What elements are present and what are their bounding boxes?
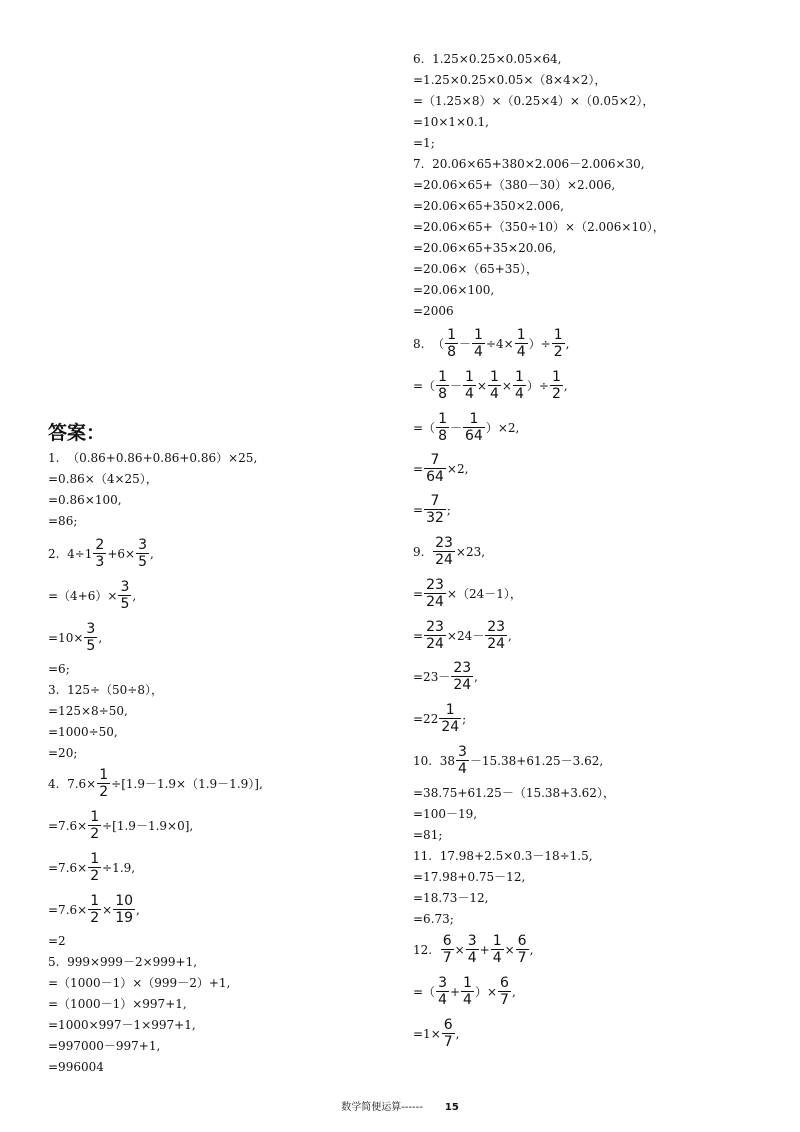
denominator: 4 — [492, 950, 502, 966]
numerator: 1 — [553, 327, 563, 343]
eq-2-line-3 — [48, 622, 102, 653]
denominator: 8 — [438, 386, 447, 402]
numerator: 6 — [500, 975, 509, 991]
eq-9-line-1 — [413, 536, 485, 567]
denominator: 64 — [465, 428, 483, 444]
eq-7-line-4: =20.06×65+（350÷10）×（2.006×10）， — [413, 220, 665, 234]
fraction — [552, 328, 565, 359]
eq-1-line-3: =0.86×100, — [48, 493, 122, 507]
denominator: 2 — [90, 868, 100, 884]
eq-9-line-2 — [413, 578, 522, 609]
text: 10. 38 — [413, 753, 455, 768]
eq-11-line-2: =17.98+0.75－12, — [413, 870, 526, 884]
denominator: 7 — [442, 950, 452, 966]
text: =7.6× — [48, 818, 88, 833]
fraction — [445, 328, 458, 359]
text: 2. 4÷1 — [48, 546, 93, 561]
text: × — [454, 942, 465, 957]
text: =（ — [413, 378, 436, 393]
denominator: 24 — [453, 677, 472, 693]
fraction — [550, 370, 563, 401]
fraction — [485, 620, 507, 651]
numerator: 1 — [514, 369, 524, 385]
denominator: 5 — [138, 554, 147, 570]
denominator: 24 — [426, 594, 444, 610]
eq-8-line-4 — [413, 453, 468, 484]
text: , — [529, 942, 534, 957]
fraction — [516, 934, 529, 965]
text: ×24－ — [446, 628, 485, 643]
eq-6-line-3: =（1.25×8）×（0.25×4）×（0.05×2）， — [413, 94, 655, 108]
text: × — [504, 942, 515, 957]
text: , — [455, 1026, 460, 1041]
denominator: 64 — [426, 469, 444, 485]
eq-6-line-5: =1; — [413, 136, 435, 150]
text: 9. — [413, 544, 433, 559]
eq-3-line-3: =1000÷50, — [48, 725, 118, 739]
denominator: 4 — [474, 344, 483, 360]
page-number: 15 — [444, 1102, 459, 1113]
denominator: 2 — [551, 386, 561, 402]
text: ; — [462, 711, 467, 726]
fraction — [488, 370, 501, 401]
numerator: 10 — [115, 893, 134, 909]
numerator: 1 — [465, 369, 474, 385]
numerator: 23 — [453, 660, 472, 676]
text: ×（24－1）， — [446, 586, 522, 601]
eq-7-line-5: =20.06×65+35×20.06, — [413, 241, 557, 255]
numerator: 1 — [469, 411, 479, 427]
eq-5-line-3: =（1000－1）×997+1, — [48, 997, 187, 1011]
footer-text: 数学简便运算------ — [341, 1102, 423, 1113]
text: , — [98, 630, 103, 645]
text: =22 — [413, 711, 439, 726]
text: + — [449, 984, 461, 999]
numerator: 1 — [551, 369, 561, 385]
fraction — [466, 934, 479, 965]
numerator: 3 — [120, 579, 130, 595]
fraction — [436, 370, 449, 401]
text: －15.38+61.25－3.62, — [469, 753, 604, 768]
numerator: 1 — [474, 327, 483, 343]
numerator: 1 — [90, 893, 100, 909]
text: = — [413, 586, 424, 601]
fraction — [515, 328, 528, 359]
eq-4-line-5: =2 — [48, 934, 66, 948]
text: ÷4× — [485, 336, 514, 351]
denominator: 8 — [438, 428, 447, 444]
fraction — [97, 768, 110, 799]
fraction — [442, 1018, 455, 1049]
answer-title: 答案： — [48, 422, 106, 444]
denominator: 4 — [438, 992, 447, 1008]
numerator: 23 — [435, 535, 453, 551]
numerator: 3 — [457, 744, 467, 760]
text: =（ — [413, 420, 436, 435]
text: 12. — [413, 942, 440, 957]
eq-1-line-4: =86; — [48, 514, 78, 528]
numerator: 1 — [438, 369, 447, 385]
fraction — [118, 580, 131, 611]
text: 8. （ — [413, 336, 445, 351]
fraction — [441, 934, 454, 965]
fraction — [439, 703, 461, 734]
text: , — [132, 588, 137, 603]
fraction — [461, 976, 474, 1007]
eq-12-line-2 — [413, 976, 516, 1007]
fraction — [424, 494, 446, 525]
numerator: 3 — [86, 621, 96, 637]
text: , — [565, 336, 570, 351]
fraction — [451, 661, 473, 692]
eq-7-line-6: =20.06×（65+35）， — [413, 262, 539, 276]
denominator: 4 — [457, 761, 467, 777]
denominator: 24 — [487, 636, 506, 652]
eq-2-line-4: =6; — [48, 662, 70, 676]
text: = — [413, 461, 424, 476]
eq-11-line-4: =6.73; — [413, 912, 454, 926]
fraction — [113, 894, 135, 925]
fraction — [93, 538, 106, 569]
text: , — [150, 546, 154, 561]
numerator: 23 — [487, 619, 506, 635]
numerator: 6 — [443, 1017, 453, 1033]
text: － — [449, 420, 462, 435]
fraction — [88, 894, 101, 925]
denominator: 5 — [86, 638, 96, 654]
fraction — [491, 934, 504, 965]
numerator: 7 — [430, 452, 440, 468]
fraction — [424, 578, 446, 609]
text: =（4+6）× — [48, 588, 118, 603]
eq-5-line-4: =1000×997－1×997+1, — [48, 1018, 196, 1032]
numerator: 1 — [489, 369, 499, 385]
fraction — [436, 412, 449, 443]
text: ）×2, — [485, 420, 520, 435]
eq-10-line-1 — [413, 745, 603, 776]
text: = — [413, 502, 424, 517]
text: , — [474, 669, 478, 684]
text: , — [563, 378, 568, 393]
eq-9-line-3 — [413, 620, 512, 651]
numerator: 1 — [99, 767, 109, 783]
numerator: 23 — [426, 577, 444, 593]
numerator: 6 — [442, 933, 452, 949]
fraction — [88, 852, 101, 883]
text: , — [508, 628, 512, 643]
eq-8-line-1 — [413, 328, 569, 359]
eq-12-line-3 — [413, 1018, 460, 1049]
fraction — [433, 536, 455, 567]
eq-9-line-4 — [413, 661, 478, 692]
eq-10-line-2: =38.75+61.25－（15.38+3.62）， — [413, 786, 615, 800]
fraction — [436, 976, 449, 1007]
eq-6-line-1: 6. 1.25×0.25×0.05×64, — [413, 52, 562, 66]
text: =1× — [413, 1026, 441, 1041]
fraction — [463, 412, 485, 443]
eq-3-line-4: =20; — [48, 746, 78, 760]
eq-10-line-3: =100－19, — [413, 807, 478, 821]
eq-7-line-7: =20.06×100, — [413, 283, 495, 297]
eq-11-line-3: =18.73－12, — [413, 891, 489, 905]
denominator: 4 — [463, 992, 472, 1008]
text: + — [479, 942, 490, 957]
text: － — [459, 336, 472, 351]
numerator: 1 — [492, 933, 502, 949]
eq-8-line-2 — [413, 370, 568, 401]
eq-10-line-4: =81; — [413, 828, 443, 842]
eq-5-line-6: =996004 — [48, 1060, 104, 1074]
numerator: 6 — [517, 933, 527, 949]
text: ×2, — [446, 461, 469, 476]
fraction — [463, 370, 476, 401]
numerator: 1 — [90, 809, 100, 825]
eq-4-line-1 — [48, 768, 263, 799]
eq-3-line-1: 3. 125÷（50÷8）， — [48, 683, 163, 697]
text: 4. 7.6× — [48, 776, 97, 791]
eq-6-line-4: =10×1×0.1, — [413, 115, 489, 129]
text: － — [449, 378, 462, 393]
denominator: 24 — [426, 636, 444, 652]
page-footer — [0, 1098, 800, 1113]
eq-8-line-5 — [413, 494, 451, 525]
eq-9-line-5 — [413, 703, 466, 734]
numerator: 3 — [138, 537, 147, 553]
text: ; — [446, 502, 451, 517]
text: ÷[1.9－1.9×0], — [102, 818, 194, 833]
text: ）× — [474, 984, 498, 999]
text: = — [413, 628, 424, 643]
fraction — [513, 370, 526, 401]
eq-7-line-1: 7. 20.06×65+380×2.006－2.006×30, — [413, 157, 645, 171]
denominator: 32 — [426, 510, 444, 526]
eq-7-line-2: =20.06×65+（380－30）×2.006, — [413, 178, 616, 192]
denominator: 2 — [553, 344, 563, 360]
denominator: 24 — [435, 552, 453, 568]
eq-5-line-5: =997000－997+1, — [48, 1039, 161, 1053]
denominator: 7 — [500, 992, 509, 1008]
eq-1-line-1: 1. （0.86+0.86+0.86+0.86）×25, — [48, 451, 258, 465]
numerator: 2 — [95, 537, 105, 553]
denominator: 7 — [443, 1034, 453, 1050]
text: ）÷ — [528, 336, 551, 351]
denominator: 4 — [467, 950, 477, 966]
numerator: 1 — [90, 851, 100, 867]
fraction — [472, 328, 485, 359]
text: =23－ — [413, 669, 451, 684]
fraction — [424, 620, 446, 651]
denominator: 8 — [447, 344, 457, 360]
numerator: 1 — [438, 411, 447, 427]
eq-4-line-2 — [48, 810, 193, 841]
eq-5-line-2: =（1000－1）×（999－2）+1, — [48, 976, 231, 990]
eq-4-line-3 — [48, 852, 135, 883]
text: =7.6× — [48, 902, 88, 917]
eq-4-line-4 — [48, 894, 140, 925]
numerator: 1 — [463, 975, 472, 991]
text: , — [136, 902, 140, 917]
fraction — [498, 976, 511, 1007]
eq-7-line-8: =2006 — [413, 304, 454, 318]
denominator: 24 — [441, 719, 460, 735]
denominator: 4 — [489, 386, 499, 402]
text: +6× — [107, 546, 136, 561]
numerator: 3 — [438, 975, 447, 991]
eq-2-line-2 — [48, 580, 136, 611]
denominator: 4 — [514, 386, 524, 402]
text: ÷1.9, — [102, 860, 136, 875]
numerator: 1 — [516, 327, 526, 343]
eq-5-line-1: 5. 999×999－2×999+1, — [48, 955, 198, 969]
denominator: 19 — [115, 910, 134, 926]
eq-8-line-3 — [413, 412, 519, 443]
text: ）÷ — [526, 378, 549, 393]
eq-1-line-2: =0.86×（4×25）， — [48, 472, 158, 486]
denominator: 5 — [120, 596, 130, 612]
numerator: 7 — [430, 493, 440, 509]
fraction — [136, 538, 149, 569]
text: =7.6× — [48, 860, 88, 875]
fraction — [88, 810, 101, 841]
denominator: 2 — [90, 910, 100, 926]
eq-6-line-2: =1.25×0.25×0.05×（8×4×2）， — [413, 73, 607, 87]
text: × — [501, 378, 512, 393]
denominator: 2 — [99, 784, 109, 800]
numerator: 23 — [426, 619, 444, 635]
eq-12-line-1 — [413, 934, 533, 965]
text: × — [476, 378, 487, 393]
eq-3-line-2: =125×8÷50, — [48, 704, 128, 718]
text: , — [511, 984, 516, 999]
denominator: 7 — [517, 950, 527, 966]
numerator: 3 — [467, 933, 477, 949]
denominator: 4 — [516, 344, 526, 360]
fraction — [456, 745, 469, 776]
denominator: 2 — [90, 826, 100, 842]
fraction — [424, 453, 446, 484]
text: × — [102, 902, 113, 917]
text: ×23, — [455, 544, 486, 559]
denominator: 3 — [95, 554, 105, 570]
fraction — [84, 622, 97, 653]
text: ÷[1.9－1.9×（1.9－1.9）], — [111, 776, 263, 791]
numerator: 1 — [445, 702, 455, 718]
text: =（ — [413, 984, 436, 999]
text: =10× — [48, 630, 84, 645]
denominator: 4 — [465, 386, 474, 402]
eq-2-line-1 — [48, 538, 154, 569]
eq-11-line-1: 11. 17.98+2.5×0.3－18÷1.5, — [413, 849, 593, 863]
eq-7-line-3: =20.06×65+350×2.006, — [413, 199, 564, 213]
numerator: 1 — [447, 327, 457, 343]
